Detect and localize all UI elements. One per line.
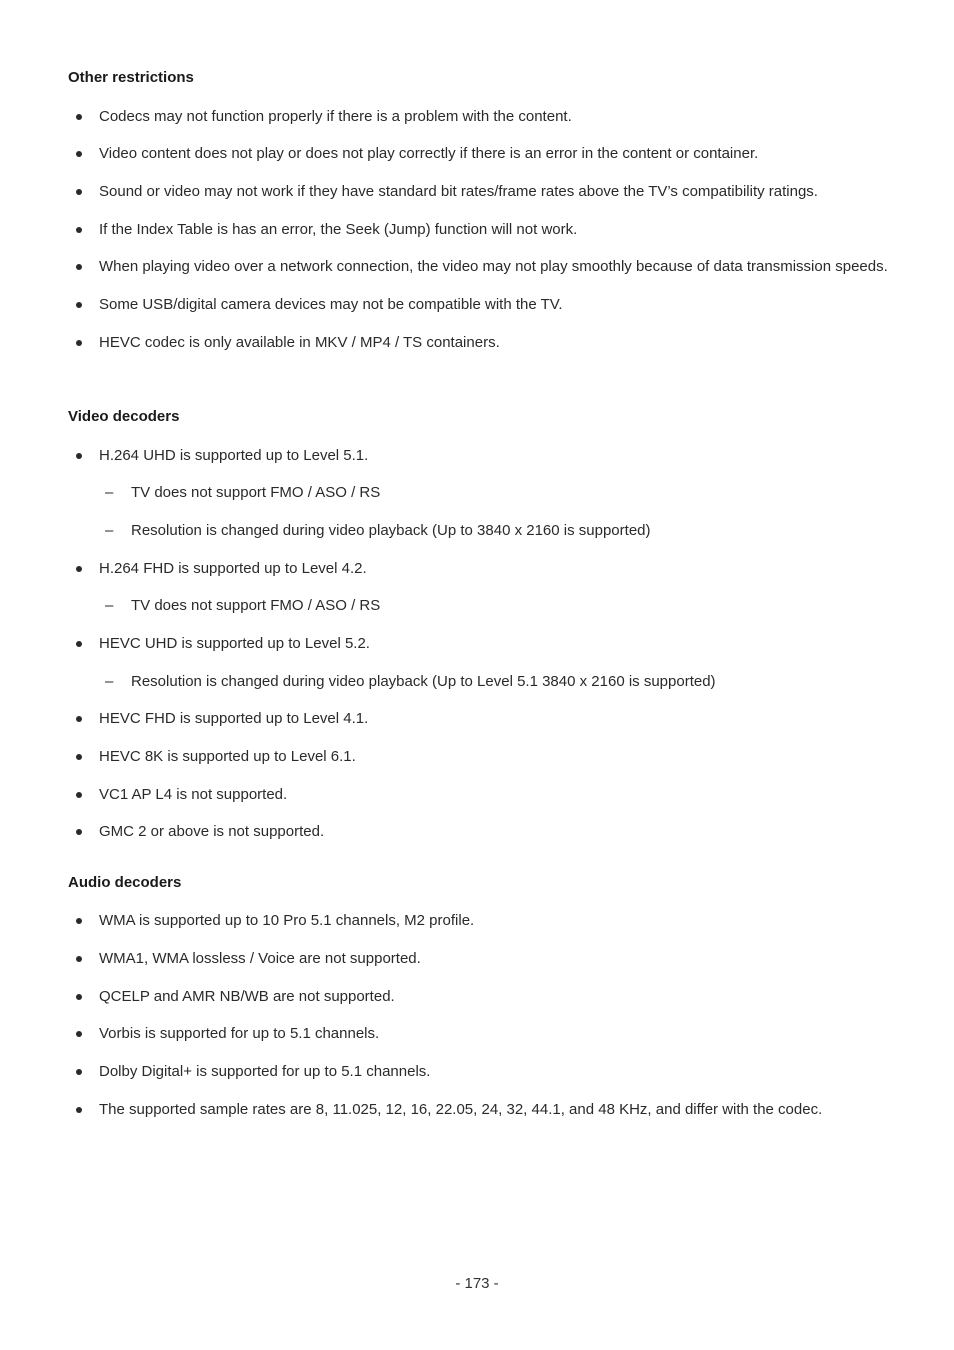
section-video-decoders <box>68 407 888 844</box>
list-item: Video content does not play or does not play correctly if there is an error in the content or container. <box>68 142 888 166</box>
bullet-list <box>68 105 888 355</box>
list-item: When playing video over a network connection, the video may not play smoothly because of data transmission speeds. <box>68 255 888 279</box>
list-item: HEVC 8K is supported up to Level 6.1. <box>68 745 888 769</box>
section-heading: Video decoders <box>68 408 180 425</box>
page-number: - 173 - <box>455 1275 499 1292</box>
section-other-restrictions <box>68 68 888 355</box>
list-item: HEVC UHD is supported up to Level 5.2. <box>68 632 888 656</box>
list-item: HEVC codec is only available in MKV / MP4 / TS containers. <box>68 331 888 355</box>
list-item: The supported sample rates are 8, 11.025, 12, 16, 22.05, 24, 32, 44.1, and 48 KHz, and differ with the codec. <box>68 1098 888 1122</box>
bullet-icon <box>76 189 82 195</box>
dash-marker: – <box>105 597 114 614</box>
section-heading: Other restrictions <box>68 69 194 86</box>
dash-marker: – <box>105 484 114 501</box>
list-item: VC1 AP L4 is not supported. <box>68 783 888 807</box>
bullet-icon <box>76 264 82 270</box>
bullet-icon <box>76 994 82 1000</box>
bullet-icon <box>76 792 82 798</box>
bullet-icon <box>76 1107 82 1113</box>
bullet-icon <box>76 340 82 346</box>
list-item: HEVC FHD is supported up to Level 4.1. <box>68 707 888 731</box>
bullet-icon <box>76 114 82 120</box>
list-item: WMA is supported up to 10 Pro 5.1 channels, M2 profile. <box>68 909 888 933</box>
bullet-icon <box>76 1069 82 1075</box>
bullet-icon <box>76 829 82 835</box>
dash-marker: – <box>105 522 114 539</box>
bullet-icon <box>76 641 82 647</box>
sub-list-item: – TV does not support FMO / ASO / RS <box>68 481 888 505</box>
section-heading: Audio decoders <box>68 874 182 891</box>
list-item: Dolby Digital+ is supported for up to 5.1 channels. <box>68 1060 888 1084</box>
sub-list-item: – Resolution is changed during video playback (Up to Level 5.1 3840 x 2160 is supported) <box>68 670 888 694</box>
bullet-icon <box>76 302 82 308</box>
list-item: H.264 FHD is supported up to Level 4.2. <box>68 557 888 581</box>
bullet-icon <box>76 566 82 572</box>
bullet-icon <box>76 453 82 459</box>
dash-marker: – <box>105 673 114 690</box>
list-item: If the Index Table is has an error, the Seek (Jump) function will not work. <box>68 218 888 242</box>
section-audio-decoders <box>68 873 888 1122</box>
bullet-icon <box>76 918 82 924</box>
list-item: Vorbis is supported for up to 5.1 channels. <box>68 1022 888 1046</box>
bullet-icon <box>76 754 82 760</box>
list-item: GMC 2 or above is not supported. <box>68 820 888 844</box>
list-item: Some USB/digital camera devices may not be compatible with the TV. <box>68 293 888 317</box>
list-item: QCELP and AMR NB/WB are not supported. <box>68 985 888 1009</box>
list-item: Codecs may not function properly if there is a problem with the content. <box>68 105 888 129</box>
sub-list-item: – TV does not support FMO / ASO / RS <box>68 594 888 618</box>
bullet-list <box>68 444 888 844</box>
bullet-icon <box>76 151 82 157</box>
bullet-icon <box>76 227 82 233</box>
list-item: Sound or video may not work if they have standard bit rates/frame rates above the TV’s compatibility ratings. <box>68 180 888 204</box>
bullet-icon <box>76 1031 82 1037</box>
list-item: WMA1, WMA lossless / Voice are not supported. <box>68 947 888 971</box>
list-item: H.264 UHD is supported up to Level 5.1. <box>68 444 888 468</box>
bullet-icon <box>76 716 82 722</box>
bullet-list <box>68 909 888 1122</box>
sub-list-item: – Resolution is changed during video playback (Up to 3840 x 2160 is supported) <box>68 519 888 543</box>
bullet-icon <box>76 956 82 962</box>
